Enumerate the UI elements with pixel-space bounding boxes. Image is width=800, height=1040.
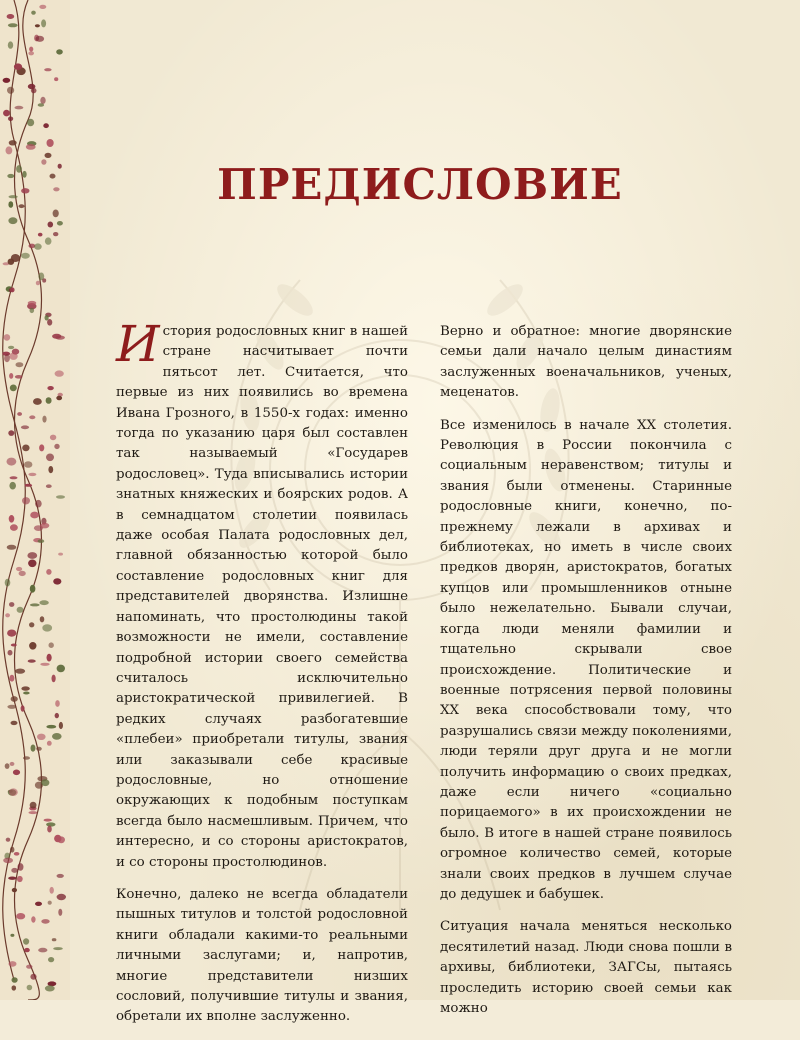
paragraph: Все изменилось в начале XX столетия. Революция в России покончила с социальным неравенством; титулы и звания были отменены. Старинные родословные книги, конечно, по-прежнему лежали в архивах и библиотеках, но иметь в числе своих предков дворян, аристократов, богатых купцов или промышленников отныне было нежелательно. Бывали случаи, когда люди меняли фамилии и тщательно скрывали свое происхождение. Политические и военные потрясения первой половины XX века способствовали тому, что разрушались связи между поколениями, люди теряли друг друга и не могли получить информацию о своих предках, даже если ничего «социально порицаемого» в их происхождении не было. В итоге в нашей стране появилось огромное количество семей, которые знали своих предков в лучшем случае до дедушек и бабушек. (440, 417, 732, 902)
paragraph: Верно и обратное: многие дворянские семьи дали начало целым династиям заслуженных военачальников, ученых, меценатов. (440, 324, 732, 401)
page-title: ПРЕДИСЛОВИЕ (217, 160, 623, 209)
paragraph: Ситуация начала меняться несколько десятилетий назад. Люди снова пошли в архивы, библиотеки, ЗАГСы, пытаясь проследить историю своей семьи как можно (440, 919, 732, 1016)
paragraph-text: стория родословных книг в нашей стране насчитывает почти пятьсот лет. Считается, что первые из них появились во времена Ивана Грозного, в 1550-х годах: именно тогда по указанию царя был составлен так называемый «Государев родословец». Туда вписывались истории знатных княжеских и боярских родов. А в семнадцатом столетии появилась даже особая Палата родословных дел, главной обязанностью которой было составление родословных книг для представителей дворянства. Излишне напоминать, что простолюдины такой возможности не имели, составление подробной истории своего семейства считалось исключительно аристократической привилегией. В редких случаях разбогатевшие «плебеи» приобретали титулы, звания или заказывали себе красивые родословные, но отношение окружающих к подобным поступкам всегда было насмешливым. Причем, что интересно, и со стороны аристократов, и со стороны простолюдинов. (116, 324, 408, 870)
right-column (440, 322, 732, 1031)
drop-cap: И (116, 315, 160, 373)
paragraph: Конечно, далеко не всегда обладатели пышных титулов и толстой родословной книги обладали какими-то реальными личными заслугами; и, напротив, многие представители низших сословий, получившие титулы и звания, обретали их вполне заслуженно. (116, 886, 408, 1025)
left-column (116, 315, 408, 1040)
paragraph (116, 315, 408, 873)
floral-border-icon (0, 0, 70, 1000)
